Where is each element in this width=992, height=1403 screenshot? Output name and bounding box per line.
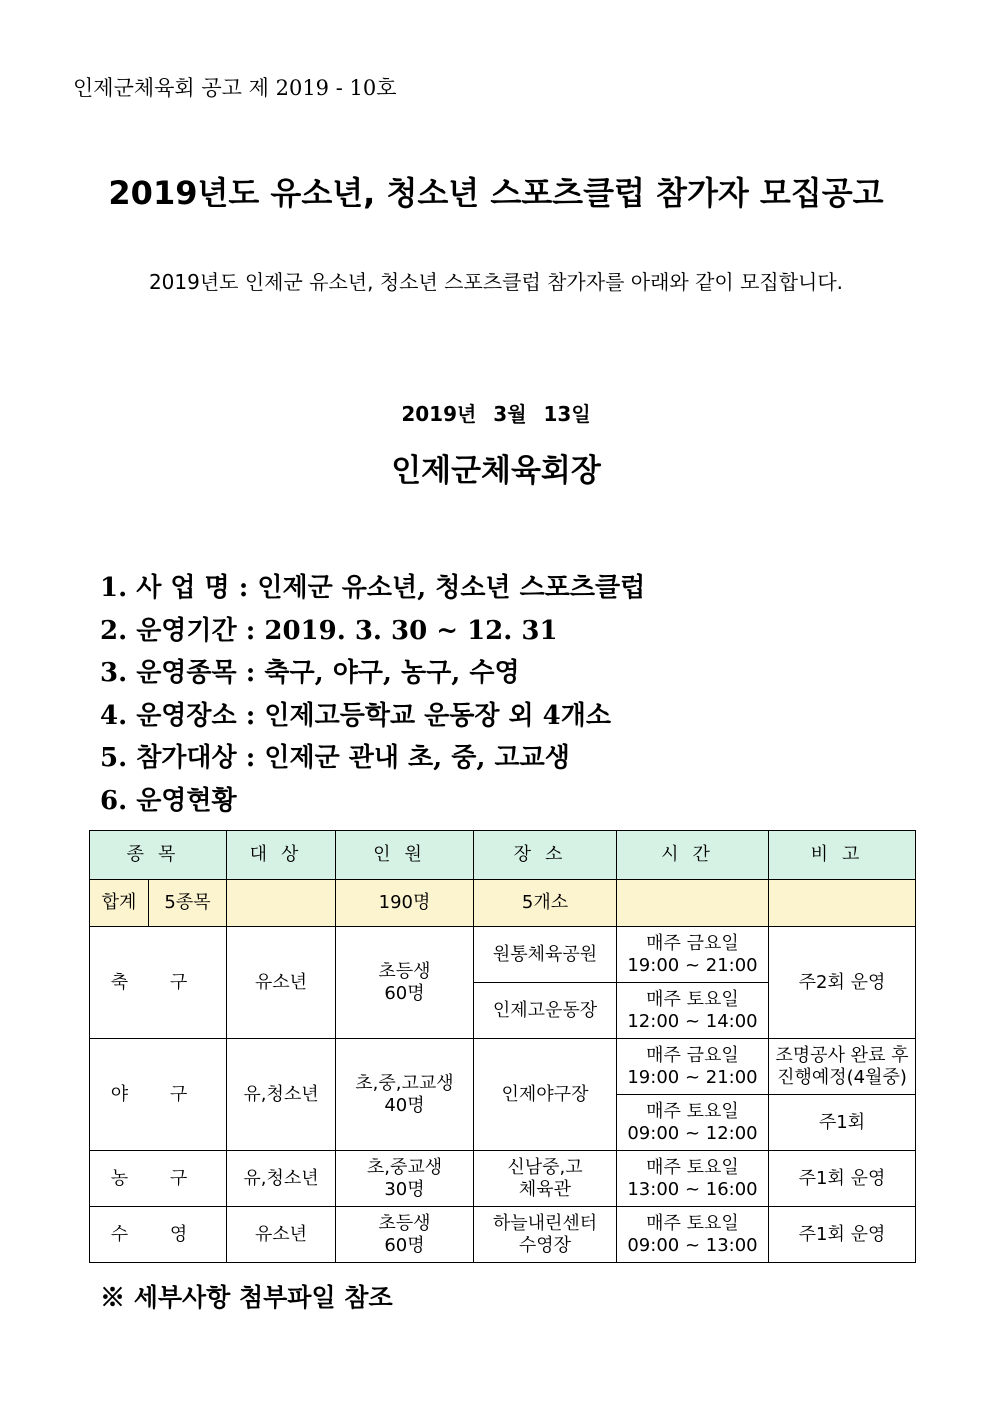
soccer-time-1 [617,927,769,983]
basketball-time [617,1151,769,1207]
table-row [90,1039,916,1095]
header-sport: 종목 [90,831,227,880]
swimming-time [617,1207,769,1263]
notice-date: 2019년 3월 13일 [401,402,591,426]
total-target [227,880,336,927]
baseball-sport: 야 구 [90,1039,227,1151]
total-row [90,880,916,927]
soccer-people-group: 초등생 [378,960,431,982]
baseball-time-2-hours: 09:00 ~ 12:00 [627,1122,758,1144]
total-places: 5개소 [474,880,617,927]
header-target: 대상 [227,831,336,880]
swimming-time-hours: 09:00 ~ 13:00 [627,1234,758,1256]
basketball-target: 유,청소년 [227,1151,336,1207]
total-label: 합계 [90,880,149,926]
basketball-place-line2: 체육관 [518,1178,572,1200]
baseball-note-1 [769,1039,916,1095]
swimming-place-line1: 하늘내린센터 [492,1212,598,1234]
basketball-note: 주1회 운영 [769,1151,916,1207]
total-time [617,880,769,927]
soccer-time-2-day: 매주 토요일 [646,988,739,1010]
baseball-time-2 [617,1095,769,1151]
soccer-time-2 [617,983,769,1039]
header-note: 비고 [769,831,916,880]
basketball-people-group: 초,중교생 [366,1156,443,1178]
baseball-people-group: 초,중,고교생 [355,1072,454,1094]
item-period: 2. 운영기간 : 2019. 3. 30 ~ 12. 31 [100,616,558,646]
basketball-sport: 농 구 [90,1151,227,1207]
swimming-note: 주1회 운영 [769,1207,916,1263]
baseball-note-2: 주1회 [769,1095,916,1151]
item-project-name: 1. 사 업 명 : 인제군 유소년, 청소년 스포츠클럽 [100,573,646,603]
total-people: 190명 [336,880,474,927]
item-venue: 4. 운영장소 : 인제고등학교 운동장 외 4개소 [100,701,611,731]
notice-number: 인제군체육회 공고 제 2019 - 10호 [73,76,397,100]
document-title: 2019년도 유소년, 청소년 스포츠클럽 참가자 모집공고 [108,174,884,212]
footnote: ※ 세부사항 첨부파일 참조 [100,1283,393,1312]
swimming-place [474,1207,617,1263]
operations-table [89,830,916,1263]
basketball-people-count: 30명 [384,1178,425,1200]
baseball-note-1-line1: 조명공사 완료 후 [775,1044,909,1066]
swimming-people [336,1207,474,1263]
soccer-time-1-day: 매주 금요일 [646,932,739,954]
basketball-place [474,1151,617,1207]
swimming-time-day: 매주 토요일 [646,1212,739,1234]
baseball-target: 유,청소년 [227,1039,336,1151]
soccer-place-2: 인제고운동장 [474,983,617,1039]
item-sports: 3. 운영종목 : 축구, 야구, 농구, 수영 [100,658,520,688]
table-row [90,1207,916,1263]
issuer: 인제군체육회장 [391,453,601,489]
table-row [90,927,916,983]
total-cell [90,880,227,927]
item-status: 6. 운영현황 [100,786,237,816]
soccer-target: 유소년 [227,927,336,1039]
header-time: 시간 [617,831,769,880]
header-people: 인원 [336,831,474,880]
baseball-time-2-day: 매주 토요일 [646,1100,739,1122]
basketball-time-hours: 13:00 ~ 16:00 [627,1178,758,1200]
soccer-note: 주2회 운영 [769,927,916,1039]
baseball-people-count: 40명 [384,1094,425,1116]
swimming-place-line2: 수영장 [518,1234,572,1256]
basketball-place-line1: 신남중,고 [507,1156,583,1178]
swimming-people-count: 60명 [384,1234,425,1256]
baseball-note-1-line2: 진행예정(4월중) [777,1066,907,1088]
basketball-time-day: 매주 토요일 [646,1156,739,1178]
total-note [769,880,916,927]
soccer-people-count: 60명 [384,982,425,1004]
soccer-place-1: 원통체육공원 [474,927,617,983]
baseball-time-1 [617,1039,769,1095]
basketball-people [336,1151,474,1207]
item-target: 5. 참가대상 : 인제군 관내 초, 중, 고교생 [100,743,570,773]
baseball-people [336,1039,474,1151]
soccer-time-1-hours: 19:00 ~ 21:00 [627,954,758,976]
swimming-people-group: 초등생 [378,1212,431,1234]
soccer-people [336,927,474,1039]
swimming-target: 유소년 [227,1207,336,1263]
table-header-row [90,831,916,880]
intro-text: 2019년도 인제군 유소년, 청소년 스포츠클럽 참가자를 아래와 같이 모집합니다. [148,270,844,294]
table-row [90,1151,916,1207]
baseball-time-1-hours: 19:00 ~ 21:00 [627,1066,758,1088]
baseball-time-1-day: 매주 금요일 [646,1044,739,1066]
swimming-sport: 수 영 [90,1207,227,1263]
baseball-place: 인제야구장 [474,1039,617,1151]
soccer-sport: 축 구 [90,927,227,1039]
soccer-time-2-hours: 12:00 ~ 14:00 [627,1010,758,1032]
header-place: 장소 [474,831,617,880]
total-sports: 5종목 [164,892,211,913]
